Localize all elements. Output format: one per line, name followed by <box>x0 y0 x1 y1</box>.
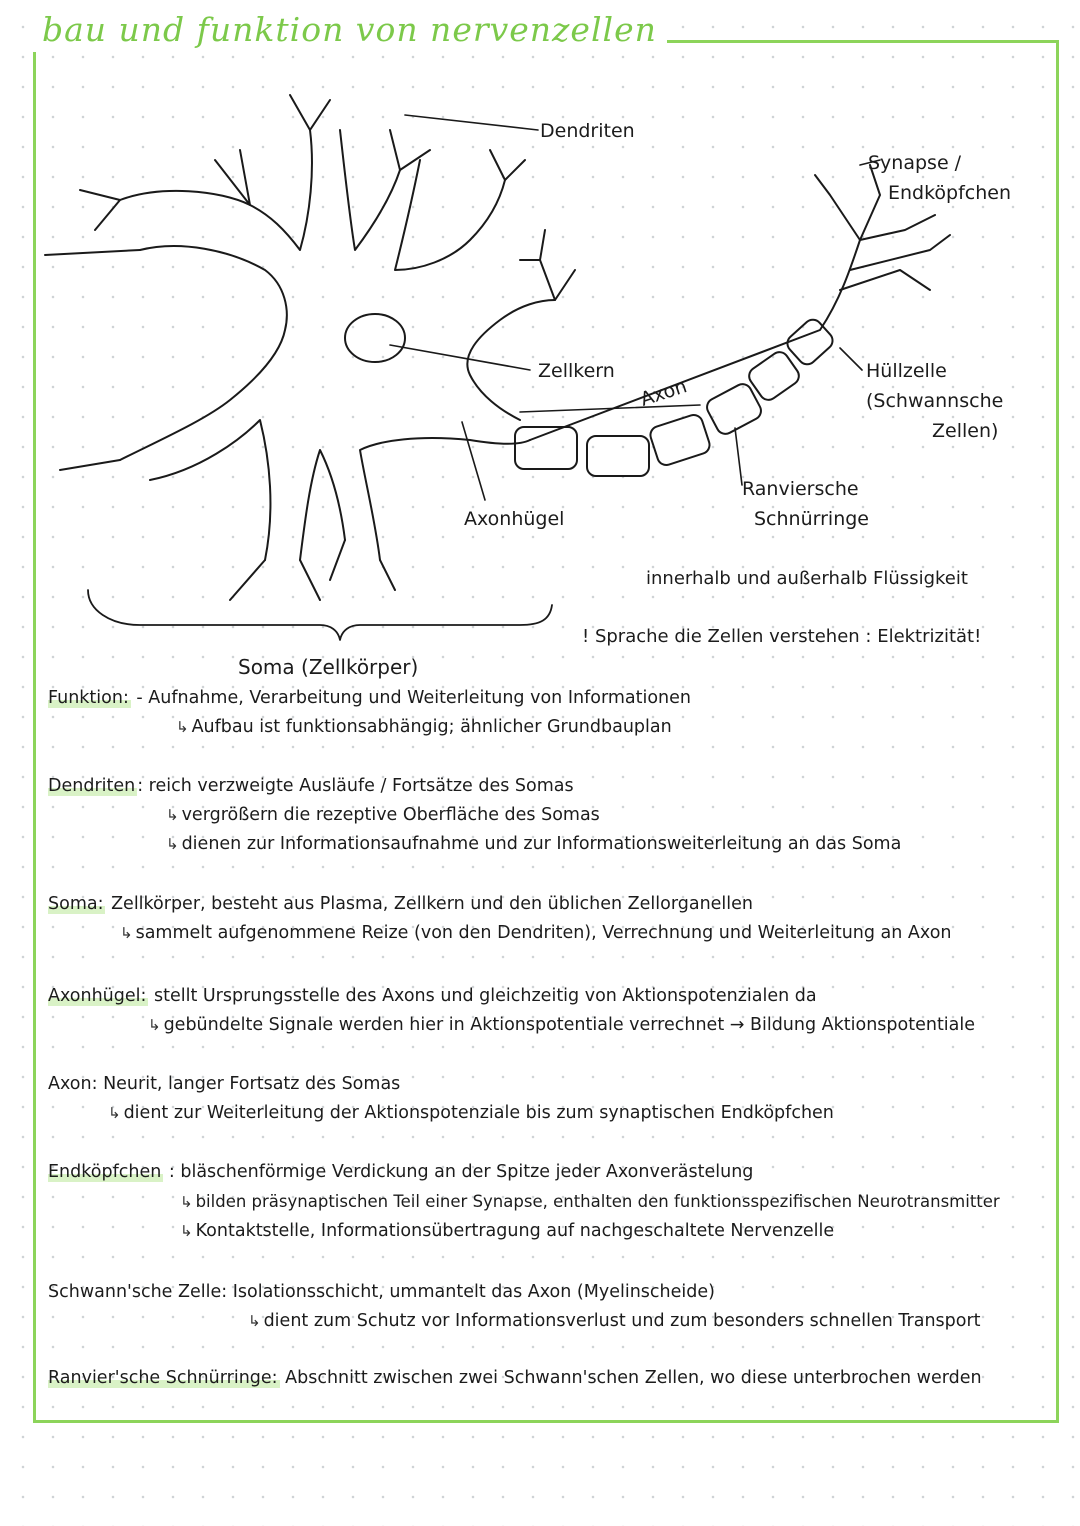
sub-axonhuegel-1-text: gebündelte Signale werden hier in Aktionspotentiale verrechnet → Bildung Aktionspotentiale <box>163 1015 976 1035</box>
hooked-arrow-icon: ↳ <box>108 1104 121 1122</box>
label-axon: Axon <box>637 375 690 411</box>
note-fluid: innerhalb und außerhalb Flüssigkeit <box>646 568 968 589</box>
sub-axonhuegel-1 <box>48 1011 975 1040</box>
hooked-arrow-icon: ↳ <box>180 1193 193 1211</box>
neuron-diagram <box>0 0 1080 700</box>
funktion-line2: Aufbau ist funktionsabhängig; ähnlicher Grundbauplan <box>191 717 672 737</box>
term-ranvier: Ranvier'sche Schnürringe: <box>48 1368 278 1388</box>
term-dendriten: Dendriten <box>48 776 136 796</box>
label-ranviersche: Ranviersche <box>742 478 859 500</box>
label-synapse: Synapse / <box>868 152 962 174</box>
sub-dendriten-1-text: vergrößern die rezeptive Oberfläche des Somas <box>181 805 600 825</box>
sub-dendriten-2 <box>48 830 901 859</box>
term-axonhuegel: Axonhügel: <box>48 986 147 1006</box>
sub-endkoepfchen-2 <box>48 1217 1000 1246</box>
def-schwann <box>48 1278 981 1336</box>
label-schnuerringe: Schnürringe <box>754 508 869 530</box>
funktion-line2-row <box>48 713 691 742</box>
term-funktion: Funktion: <box>48 688 129 708</box>
hooked-arrow-icon: ↳ <box>248 1312 261 1330</box>
def-dendriten <box>48 772 901 859</box>
def-funktion <box>48 684 691 742</box>
note-language: ! Sprache die Zellen verstehen : Elektrizität! <box>582 626 982 647</box>
sub-soma-1 <box>48 919 952 948</box>
term-soma: Soma: <box>48 894 104 914</box>
text-axonhuegel: stellt Ursprungsstelle des Axons und gleichzeitig von Aktionspotenzialen da <box>153 986 817 1006</box>
term-schwann: Schwann'sche Zelle: <box>48 1282 228 1302</box>
text-schwann: Isolationsschicht, ummantelt das Axon (Myelinscheide) <box>232 1282 715 1302</box>
hooked-arrow-icon: ↳ <box>166 806 179 824</box>
hooked-arrow-icon: ↳ <box>166 835 179 853</box>
sub-endkoepfchen-2-text: Kontaktstelle, Informationsübertragung auf nachgeschaltete Nervenzelle <box>195 1221 835 1241</box>
funktion-line1: - Aufnahme, Verarbeitung und Weiterleitung von Informationen <box>136 688 691 708</box>
soma-brace <box>88 590 552 640</box>
hooked-arrow-icon: ↳ <box>120 924 133 942</box>
text-ranvier: Abschnitt zwischen zwei Schwann'schen Zellen, wo diese unterbrochen werden <box>285 1368 982 1388</box>
sub-axon-1-text: dient zur Weiterleitung der Aktionspotenziale bis zum synaptischen Endköpfchen <box>123 1103 834 1123</box>
text-dendriten: : reich verzweigte Ausläufe / Fortsätze des Somas <box>137 776 574 796</box>
label-axonhuegel: Axonhügel <box>464 508 565 530</box>
label-huellzelle: Hüllzelle <box>866 360 947 382</box>
text-soma: Zellkörper, besteht aus Plasma, Zellkern und den üblichen Zellorganellen <box>111 894 754 914</box>
hooked-arrow-icon: ↳ <box>148 1016 161 1034</box>
def-axon <box>48 1070 834 1128</box>
page-title: bau und funktion von nervenzellen <box>32 8 667 52</box>
text-endkoepfchen: : bläschenförmige Verdickung an der Spitze jeder Axonverästelung <box>168 1162 754 1182</box>
term-axon: Axon: <box>48 1074 98 1094</box>
label-soma: Soma (Zellkörper) <box>238 655 419 679</box>
label-zellkern: Zellkern <box>538 360 615 382</box>
sub-endkoepfchen-1 <box>48 1187 1000 1217</box>
hooked-arrow-icon: ↳ <box>176 718 189 736</box>
label-dendriten: Dendriten <box>540 120 635 142</box>
sub-dendriten-1 <box>48 801 901 830</box>
nucleus-shape <box>345 314 405 362</box>
sub-dendriten-2-text: dienen zur Informationsaufnahme und zur Informationsweiterleitung an das Soma <box>181 834 902 854</box>
sub-axon-1 <box>48 1099 834 1128</box>
hooked-arrow-icon: ↳ <box>180 1222 193 1240</box>
sub-endkoepfchen-1-text: bilden präsynaptischen Teil einer Synapse, enthalten den funktionsspezifischen Neurotransmitter <box>195 1192 1000 1211</box>
soma-outline <box>120 130 555 560</box>
label-zellen: Zellen) <box>932 420 999 442</box>
def-axonhuegel <box>48 982 975 1040</box>
term-endkoepfchen: Endköpfchen <box>48 1162 162 1182</box>
sub-soma-1-text: sammelt aufgenommene Reize (von den Dendriten), Verrechnung und Weiterleitung an Axon <box>135 923 952 943</box>
def-soma <box>48 890 952 948</box>
def-endkoepfchen <box>48 1158 1000 1246</box>
label-endkoepfchen: Endköpfchen <box>888 182 1012 204</box>
sub-schwann-1-text: dient zum Schutz vor Informationsverlust und zum besonders schnellen Transport <box>263 1311 981 1331</box>
sub-schwann-1 <box>48 1307 981 1336</box>
def-ranvier <box>48 1364 982 1393</box>
text-axon: Neurit, langer Fortsatz des Somas <box>103 1074 401 1094</box>
label-schwannsche: (Schwannsche <box>866 390 1004 412</box>
leader-lines <box>390 115 880 500</box>
